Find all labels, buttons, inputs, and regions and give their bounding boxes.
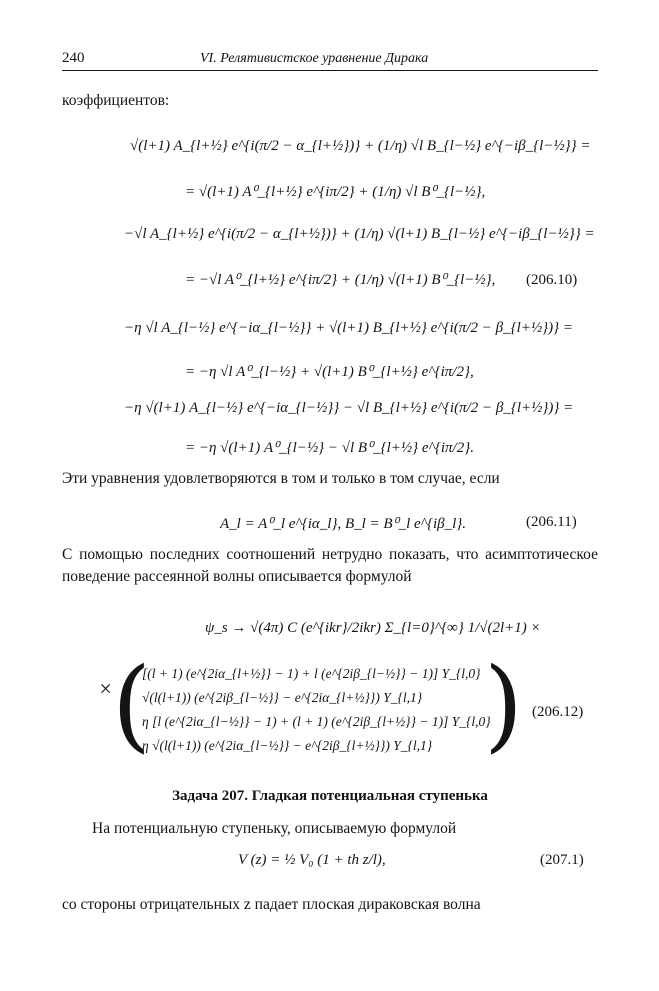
equation-number-206-12: (206.12) <box>532 704 584 720</box>
equation-number-206-11: (206.11) <box>526 514 577 530</box>
right-parenthesis: ) <box>484 646 524 763</box>
intro-text: коэффициентов: <box>62 92 170 109</box>
matrix-row-2: √(l(l+1)) (e^{2iβ_{l−½}} − e^{2iα_{l+½}}) Y_{l,1} <box>142 690 423 705</box>
matrix-row-4: η √(l(l+1)) (e^{2iα_{l−½}} − e^{2iβ_{l+½}}) Y_{l,1} <box>142 738 433 753</box>
matrix-row-1: [(l + 1) (e^{2iα_{l+½}} − 1) + l (e^{2iβ_{l−½}} − 1)] Y_{l,0} <box>142 666 481 681</box>
running-header <box>62 50 598 71</box>
paragraph-wave: со стороны отрицательных z падает плоская дираковская волна <box>62 896 481 913</box>
paragraph-condition: Эти уравнения удовлетворяются в том и только в том случае, если <box>62 470 500 487</box>
equation-number-207-1: (207.1) <box>540 852 584 868</box>
problem-heading: Задача 207. Гладкая потенциальная ступенька <box>172 788 488 804</box>
chapter-title: VI. Релятивистское уравнение Дирака <box>200 51 429 66</box>
equation-206-12-head: ψ_s → √(4π) C (e^{ikr}/2ikr) Σ_{l=0}^{∞} 1/√(2l+1) × <box>205 620 541 636</box>
equation-line-8: = −η √(l+1) A⁰_{l−½} − √l B⁰_{l+½} e^{iπ/2}. <box>185 440 474 456</box>
equation-number-206-10: (206.10) <box>526 272 578 288</box>
matrix-row-3: η [l (e^{2iα_{l−½}} − 1) + (l + 1) (e^{2iβ_{l+½}} − 1)] Y_{l,0} <box>142 714 491 729</box>
paragraph-step-intro: На потенциальную ступеньку, описываемую формулой <box>92 820 457 837</box>
equation-line-5: −η √l A_{l−½} e^{−iα_{l−½}} + √(l+1) B_{l+½} e^{i(π/2 − β_{l+½})} = <box>124 320 573 336</box>
page-number: 240 <box>62 50 85 66</box>
equation-line-7: −η √(l+1) A_{l−½} e^{−iα_{l−½}} − √l B_{l+½} e^{i(π/2 − β_{l+½})} = <box>124 400 574 416</box>
equation-line-2: = √(l+1) A⁰_{l+½} e^{iπ/2} + (1/η) √l B⁰_{l−½}, <box>185 184 486 200</box>
times-sign: × <box>98 676 113 701</box>
paragraph-asymptotic: С помощью последних соотношений нетрудно показать, что асимптотическое поведение рассеянной волны описывается формулой <box>62 546 598 585</box>
equation-line-1: √(l+1) A_{l+½} e^{i(π/2 − α_{l+½})} + (1/η) √l B_{l−½} e^{−iβ_{l−½}} = <box>130 138 591 154</box>
equation-line-6: = −η √l A⁰_{l−½} + √(l+1) B⁰_{l+½} e^{iπ/2}, <box>185 364 474 380</box>
left-parenthesis: ( <box>112 646 152 763</box>
equation-207-1: V (z) = ½ V₀ (1 + th z/l), <box>238 852 386 868</box>
equation-line-4: = −√l A⁰_{l+½} e^{iπ/2} + (1/η) √(l+1) B⁰_{l−½}, <box>185 272 496 288</box>
equation-206-11: A_l = A⁰_l e^{iα_l}, B_l = B⁰_l e^{iβ_l}. <box>220 516 467 532</box>
equation-line-3: −√l A_{l+½} e^{i(π/2 − α_{l+½})} + (1/η) √(l+1) B_{l−½} e^{−iβ_{l−½}} = <box>124 226 595 242</box>
